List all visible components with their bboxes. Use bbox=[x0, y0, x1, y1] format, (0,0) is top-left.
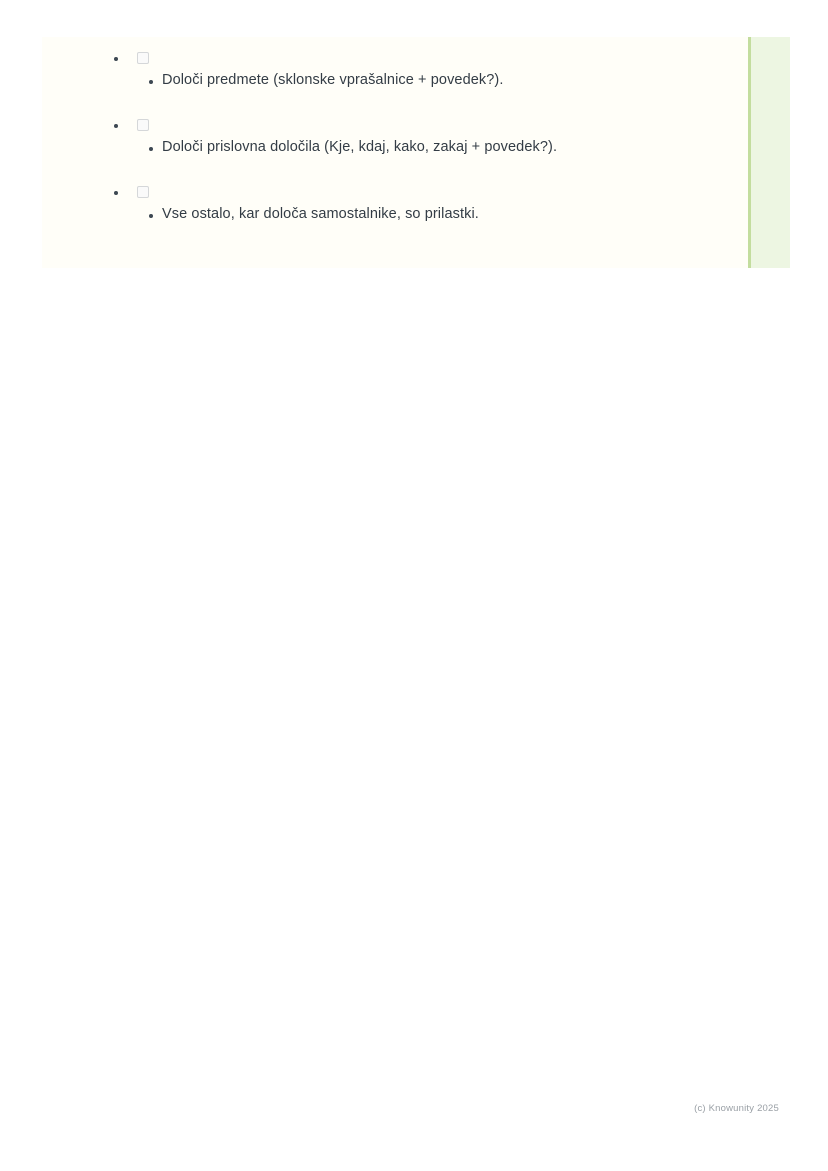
bullet-icon bbox=[149, 214, 153, 218]
task-list bbox=[42, 48, 790, 228]
bullet-icon bbox=[114, 124, 118, 128]
checkbox-3[interactable] bbox=[137, 186, 149, 198]
bullet-icon bbox=[149, 80, 153, 84]
footer-copyright: (c) Knowunity 2025 bbox=[694, 1103, 779, 1114]
list-item bbox=[42, 94, 790, 161]
task-detail-row bbox=[42, 70, 790, 94]
note-content bbox=[42, 37, 790, 228]
task-row bbox=[42, 48, 790, 70]
task-text-1: Določi predmete (sklonske vprašalnice + povedek?). bbox=[162, 72, 504, 88]
task-text-3: Vse ostalo, kar določa samostalnike, so prilastki. bbox=[162, 206, 479, 222]
task-row bbox=[42, 182, 790, 204]
item-spacer bbox=[42, 161, 790, 182]
task-row bbox=[42, 115, 790, 137]
note-card bbox=[42, 37, 790, 268]
list-item bbox=[42, 48, 790, 94]
checkbox-1[interactable] bbox=[137, 52, 149, 64]
top-spacer bbox=[42, 37, 790, 48]
checkbox-2[interactable] bbox=[137, 119, 149, 131]
bullet-icon bbox=[114, 191, 118, 195]
task-detail-row bbox=[42, 137, 790, 161]
bullet-icon bbox=[114, 57, 118, 61]
task-text-2: Določi prislovna določila (Kje, kdaj, kako, zakaj + povedek?). bbox=[162, 139, 558, 155]
list-item bbox=[42, 161, 790, 228]
task-detail-row bbox=[42, 204, 790, 228]
bullet-icon bbox=[149, 147, 153, 151]
item-spacer bbox=[42, 94, 790, 115]
